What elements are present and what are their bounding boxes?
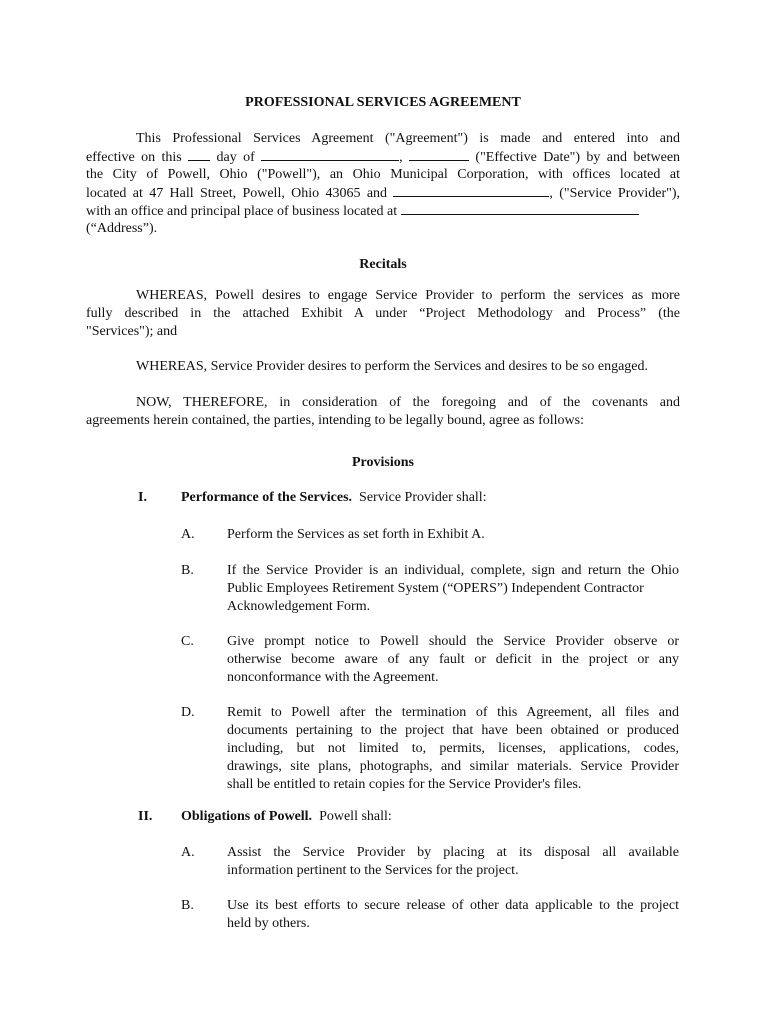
list-item	[227, 526, 679, 544]
recital-line: "Services"); and	[86, 324, 178, 339]
section-heading-rest: Service Provider shall:	[359, 490, 487, 505]
section-number: II.	[138, 809, 153, 824]
recital-line: fully described in the attached Exhibit A under “Project Methodology and Process” (the	[86, 306, 680, 321]
item-line: Public Employees Retirement System (“OPERS”) Independent Contractor	[227, 581, 644, 596]
text: located at 47 Hall Street, Powell, Ohio 43065 and	[86, 186, 388, 201]
item-letter: B.	[181, 563, 194, 578]
item-line: Assist the Service Provider by placing at its disposal all available	[227, 845, 679, 860]
list-item	[227, 897, 679, 933]
item-line: If the Service Provider is an individual, complete, sign and return the Ohio	[227, 563, 679, 578]
item-line: held by others.	[227, 916, 310, 931]
text: day of	[216, 150, 255, 165]
service-provider-blank	[393, 184, 549, 197]
document-title: PROFESSIONAL SERVICES AGREEMENT	[245, 95, 521, 110]
year-blank	[409, 148, 469, 161]
item-line: including, but not limited to, permits, licenses, applications, codes,	[227, 741, 679, 756]
list-item	[227, 844, 679, 880]
recital-line: WHEREAS, Powell desires to engage Service Provider to perform the services as more	[136, 288, 680, 303]
item-line: Use its best efforts to secure release of other data applicable to the project	[227, 898, 679, 913]
intro-line	[86, 184, 680, 203]
month-blank	[261, 148, 399, 161]
address-blank	[401, 202, 639, 215]
provisions-heading: Provisions	[352, 455, 414, 470]
text: , ("Service Provider"),	[549, 186, 681, 201]
text: with an office and principal place of business located at	[86, 204, 398, 219]
item-line: drawings, site plans, photographs, and similar materials. Service Provider	[227, 759, 679, 774]
section-title: Performance of the Services.	[181, 490, 353, 505]
text: ("Effective Date") by and between	[475, 150, 681, 165]
section-heading-rest: Powell shall:	[319, 809, 392, 824]
intro-line	[86, 202, 680, 221]
recitals-heading: Recitals	[359, 257, 407, 272]
item-line: shall be entitled to retain copies for the Service Provider's files.	[227, 777, 582, 792]
item-letter: A.	[181, 527, 195, 542]
list-item	[227, 562, 679, 616]
text: effective on this	[86, 150, 182, 165]
item-line: otherwise become aware of any fault or deficit in the project or any	[227, 652, 679, 667]
day-blank	[188, 148, 210, 161]
list-item	[227, 704, 679, 794]
intro-line	[86, 148, 680, 167]
intro-line: (“Address”).	[86, 221, 158, 236]
recital-line: NOW, THEREFORE, in consideration of the foregoing and of the covenants and	[136, 395, 680, 410]
item-line: Acknowledgement Form.	[227, 599, 371, 614]
item-line: Remit to Powell after the termination of this Agreement, all files and	[227, 705, 679, 720]
item-letter: D.	[181, 705, 195, 720]
section-title: Obligations of Powell.	[181, 809, 313, 824]
item-letter: A.	[181, 845, 195, 860]
text: ,	[399, 150, 403, 165]
item-line: Give prompt notice to Powell should the Service Provider observe or	[227, 634, 679, 649]
intro-line: the City of Powell, Ohio ("Powell"), an Ohio Municipal Corporation, with offices located at	[86, 167, 680, 182]
item-line: nonconformance with the Agreement.	[227, 670, 439, 685]
item-letter: B.	[181, 898, 194, 913]
item-line: Perform the Services as set forth in Exhibit A.	[227, 527, 485, 542]
item-line: information pertinent to the Services for the project.	[227, 863, 519, 878]
item-line: documents pertaining to the project that have been obtained or produced	[227, 723, 679, 738]
recital-line: agreements herein contained, the parties, intending to be legally bound, agree as follows:	[86, 413, 585, 428]
item-letter: C.	[181, 634, 194, 649]
section-number: I.	[138, 490, 147, 505]
recitals-paragraph-2: WHEREAS, Service Provider desires to perform the Services and desires to be so engaged.	[136, 359, 649, 374]
list-item	[227, 633, 679, 687]
intro-line: This Professional Services Agreement ("Agreement") is made and entered into and	[136, 131, 680, 146]
section-heading	[181, 808, 392, 826]
section-heading	[181, 489, 487, 507]
